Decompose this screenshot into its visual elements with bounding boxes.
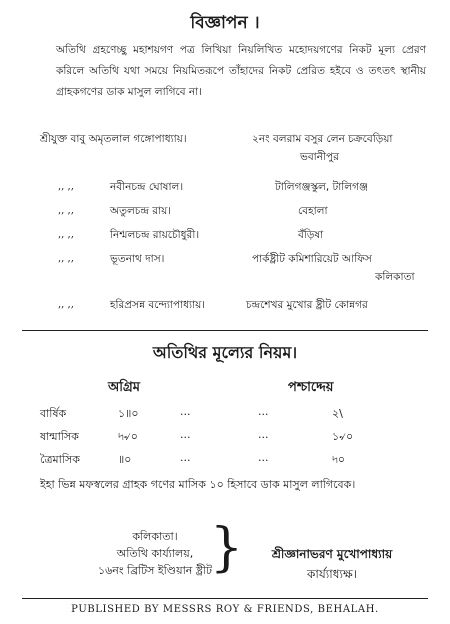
rate-advance: ৸৵০ <box>118 430 138 443</box>
address-line: ১৬নং ব্রিটিস ইণ্ডিয়ান ষ্ট্রীট <box>97 564 213 577</box>
rate-advance: ॥০ <box>118 453 132 466</box>
agent-ditto-mark: ,, ,, <box>58 253 74 264</box>
rate-dots: ... <box>258 451 269 464</box>
rate-dots: ... <box>258 405 269 418</box>
rate-dots: ... <box>180 451 191 464</box>
rate-dots: ... <box>180 405 191 418</box>
agent-place: ২নং বলরাম বসুর লেন চক্রবেড়িয়া <box>252 133 393 145</box>
page-title: বিজ্ঞাপন । <box>190 13 260 33</box>
rate-row <box>40 405 430 425</box>
rate-period: বার্ষিক <box>40 407 67 420</box>
agent-place: চন্দ্রশেখর মুখোর ষ্ট্রীট কোন্নগর <box>246 299 368 311</box>
signer-name: শ্রীজ্ঞানাভরণ মুখোপাধ্যায় <box>271 547 393 561</box>
agent-ditto-mark: ,, ,, <box>58 181 74 192</box>
rate-dots: ... <box>180 428 191 441</box>
agent-ditto-mark: ,, ,, <box>58 299 74 310</box>
col-header-later: পশ্চাদ্দেয় <box>288 380 334 395</box>
agent-name: ভূতনাথ দাস। <box>110 253 165 265</box>
rate-row <box>40 428 430 448</box>
rate-period: ত্রৈমাসিক <box>40 453 80 466</box>
signer-title: কার্য্যাধ্যক্ষ। <box>307 567 357 581</box>
agent-place: বঁড়িষা <box>298 229 324 241</box>
footer-divider <box>22 598 428 599</box>
rate-later: ১৵০ <box>332 430 354 443</box>
rate-later: ৸০ <box>332 453 346 466</box>
agent-name: নবীনচন্দ্র ঘোষাল। <box>110 181 184 193</box>
agent-place-line2: ভবানীপুর <box>300 151 339 163</box>
publisher-footer: PUBLISHED BY MESSRS ROY & FRIENDS, BEHALAH. <box>71 604 379 615</box>
rate-dots: ... <box>258 428 269 441</box>
agent-name: শ্রীযুক্ত বাবু অমৃতলাল গঙ্গোপাধ্যায়। <box>40 133 187 145</box>
rate-row <box>40 451 430 471</box>
agent-place: টালিগঞ্জস্কুল, টালিগঞ্জ <box>275 181 368 193</box>
signature-block <box>232 544 432 584</box>
address-line: কলিকাতা। <box>132 530 178 543</box>
rate-advance: ১॥০ <box>118 407 139 420</box>
curly-brace-icon: } <box>210 518 244 578</box>
agent-name: হরিপ্রসন্ন বন্দ্যোপাধ্যায়। <box>110 299 206 311</box>
agent-place: বেহালা <box>298 205 328 217</box>
col-header-advance: অগ্রিম <box>108 380 140 395</box>
agent-place-line2: কলিকাতা <box>375 271 415 283</box>
agent-name: অতুলচন্দ্র রায়। <box>110 205 172 217</box>
intro-paragraph: অতিথি গ্রহণেচ্ছু মহাশয়গণ পত্র লিখিয়া নিয়লিখিত মহোদয়গণের নিকট মূল্য প্রেরণ করিলে অতিথি যথা সময়ে নিয়মিতরূপে তাঁহাদের নিকট প্রেরিত হইবে ও তৎতৎ স্থানীয় গ্রাহকগণের ডাক মাসুল লাগিবে না। <box>56 44 426 98</box>
agent-place: পার্কষ্ট্রীট কমিশারিয়েট আফিস <box>252 253 372 265</box>
rates-title: অতিথির মূল্যের নিয়ম। <box>152 343 298 362</box>
rate-later: ২\ <box>332 407 343 420</box>
postage-note: ইহা ভিন্ন মফস্বলের গ্রাহক গণের মাসিক ১০ হিসাবে ডাক মাসুল লাগিবেক। <box>40 478 356 491</box>
agent-ditto-mark: ,, ,, <box>58 229 74 240</box>
address-line: অতিথি কার্য্যালয়, <box>116 547 194 560</box>
agent-name: নিশ্মলচন্দ্র রায়চৌধুরী। <box>110 229 200 241</box>
rate-period: ষান্মাসিক <box>40 430 79 443</box>
section-divider <box>22 330 428 331</box>
agent-ditto-mark: ,, ,, <box>58 205 74 216</box>
